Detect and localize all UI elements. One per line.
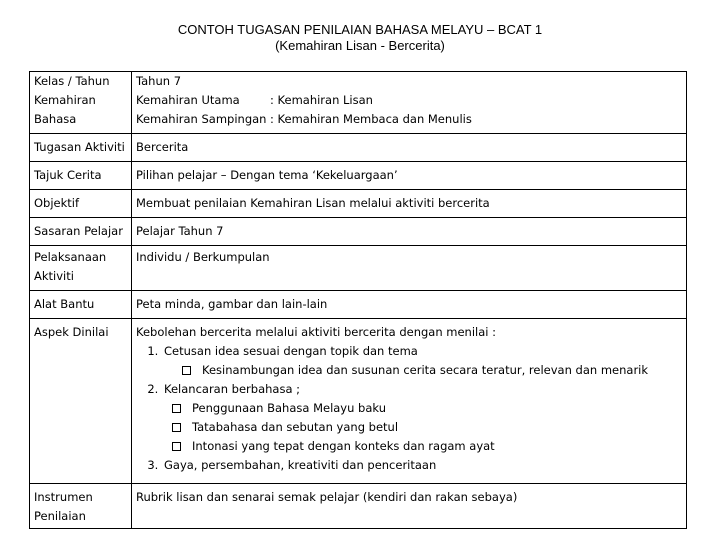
aspek-subitem-checkbox bbox=[190, 418, 682, 437]
assessment-table bbox=[29, 71, 687, 529]
label-kelas-line1: Kelas / Tahun bbox=[34, 74, 110, 88]
row-kelas bbox=[30, 72, 687, 134]
aspek-subitem-checkbox bbox=[190, 399, 682, 418]
aspek-subitem-text: Penggunaan Bahasa Melayu baku bbox=[192, 401, 387, 415]
row-instrumen bbox=[30, 484, 687, 529]
row-pelaksanaan bbox=[30, 246, 687, 291]
value-tajuk: Pilihan pelajar – Dengan tema ‘Kekeluargaan’ bbox=[132, 162, 687, 190]
row-tajuk bbox=[30, 162, 687, 190]
kemahiran-sampingan-label: Kemahiran Sampingan bbox=[136, 112, 267, 126]
aspek-item-1-sublist bbox=[164, 361, 682, 380]
kemahiran-utama-row bbox=[136, 91, 682, 110]
row-objektif bbox=[30, 190, 687, 218]
row-alat bbox=[30, 291, 687, 319]
aspek-subitem-checkbox bbox=[200, 361, 682, 380]
value-objektif: Membuat penilaian Kemahiran Lisan melalui aktiviti bercerita bbox=[132, 190, 687, 218]
label-tajuk: Tajuk Cerita bbox=[30, 162, 132, 190]
document-title: CONTOH TUGASAN PENILAIAN BAHASA MELAYU – BCAT 1 bbox=[177, 22, 543, 37]
value-instrumen: Rubrik lisan dan senarai semak pelajar (kendiri dan rakan sebaya) bbox=[132, 484, 687, 529]
value-pelaksanaan: Individu / Berkumpulan bbox=[132, 246, 687, 291]
label-instrumen-line2: Penilaian bbox=[34, 509, 86, 523]
kemahiran-utama-label: Kemahiran Utama bbox=[136, 93, 240, 107]
tahun-value: Tahun 7 bbox=[136, 74, 182, 88]
aspek-item-1-text: Cetusan idea sesuai dengan topik dan tema bbox=[164, 344, 418, 358]
aspek-list bbox=[136, 342, 682, 475]
label-pelaksanaan-line2: Aktiviti bbox=[34, 269, 74, 283]
aspek-item-3-text: Gaya, persembahan, kreativiti dan penceritaan bbox=[164, 458, 437, 472]
label-objektif: Objektif bbox=[30, 190, 132, 218]
kemahiran-sampingan-row bbox=[136, 110, 682, 129]
value-aspek bbox=[132, 319, 687, 484]
aspek-item-2-sublist bbox=[164, 399, 682, 456]
value-alat: Peta minda, gambar dan lain-lain bbox=[132, 291, 687, 319]
aspek-intro: Kebolehan bercerita melalui aktiviti bercerita dengan menilai : bbox=[136, 325, 497, 339]
value-sasaran: Pelajar Tahun 7 bbox=[132, 218, 687, 246]
label-pelaksanaan-line1: Pelaksanaan bbox=[34, 250, 107, 264]
label-alat: Alat Bantu bbox=[30, 291, 132, 319]
aspek-subitem-text: Tatabahasa dan sebutan yang betul bbox=[192, 420, 399, 434]
label-sasaran: Sasaran Pelajar bbox=[30, 218, 132, 246]
kemahiran-utama-value: : Kemahiran Lisan bbox=[270, 93, 373, 107]
label-kelas bbox=[30, 72, 132, 134]
aspek-item-2-text: Kelancaran berbahasa ; bbox=[164, 382, 301, 396]
label-aspek: Aspek Dinilai bbox=[30, 319, 132, 484]
row-aspek bbox=[30, 319, 687, 484]
label-tugasan: Tugasan Aktiviti bbox=[30, 134, 132, 162]
label-instrumen-line1: Instrumen bbox=[34, 490, 93, 504]
kemahiran-sampingan-value: : Kemahiran Membaca dan Menulis bbox=[270, 112, 472, 126]
label-kelas-line2: Kemahiran bbox=[34, 93, 96, 107]
document-title-block bbox=[0, 22, 720, 54]
value-tugasan: Bercerita bbox=[132, 134, 687, 162]
aspek-item-2 bbox=[162, 380, 682, 456]
label-instrumen bbox=[30, 484, 132, 529]
aspek-item-1 bbox=[162, 342, 682, 380]
aspek-subitem-text: Kesinambungan idea dan susunan cerita secara teratur, relevan dan menarik bbox=[202, 363, 649, 377]
document-subtitle: (Kemahiran Lisan - Bercerita) bbox=[275, 38, 445, 53]
label-kelas-line3: Bahasa bbox=[34, 112, 77, 126]
aspek-subitem-text: Intonasi yang tepat dengan konteks dan ragam ayat bbox=[192, 439, 495, 453]
value-kelas bbox=[132, 72, 687, 134]
row-sasaran bbox=[30, 218, 687, 246]
label-pelaksanaan bbox=[30, 246, 132, 291]
row-tugasan bbox=[30, 134, 687, 162]
aspek-subitem-checkbox bbox=[190, 437, 682, 456]
aspek-item-3 bbox=[162, 456, 682, 475]
